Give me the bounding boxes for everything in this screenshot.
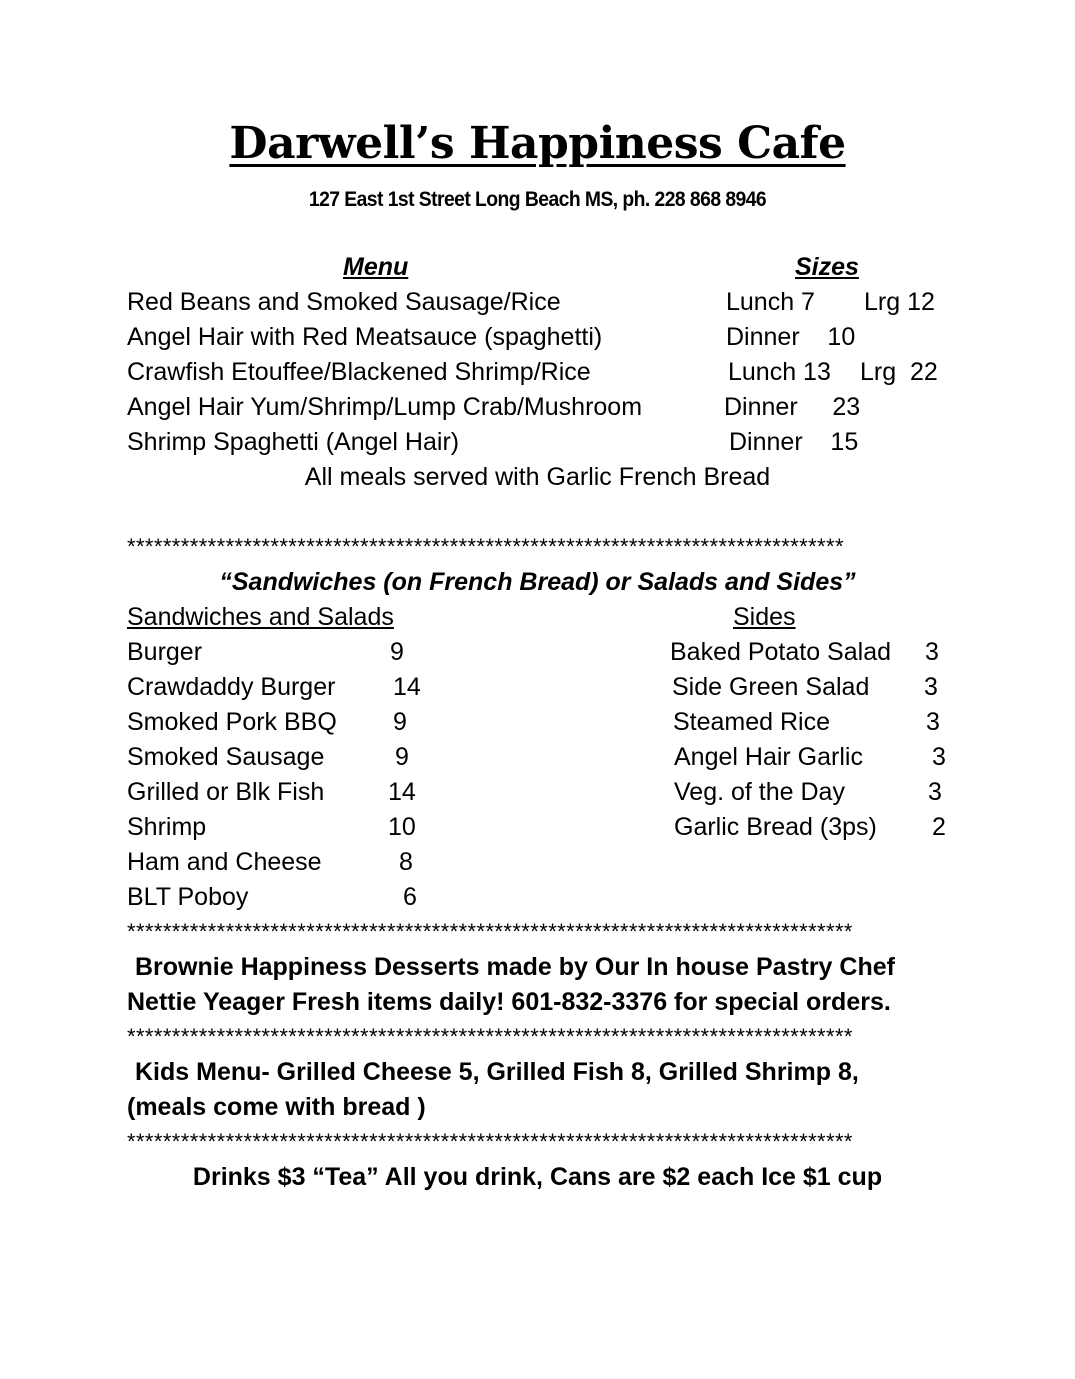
sandwich-price: 14 (393, 673, 421, 701)
sandwich-price: 9 (390, 638, 404, 666)
sandwich-name: Ham and Cheese (127, 848, 322, 876)
menu-item-name: Angel Hair with Red Meatsauce (spaghetti) (127, 323, 603, 351)
sandwich-name: Grilled or Blk Fish (127, 778, 325, 806)
sandwich-name: BLT Poboy (127, 883, 249, 911)
sandwich-price: 8 (399, 848, 413, 876)
menu-item-name: Red Beans and Smoked Sausage/Rice (127, 288, 561, 316)
side-name: Garlic Bread (3ps) (674, 813, 877, 841)
kids-menu-line-1: Kids Menu- Grilled Cheese 5, Grilled Fish 8, Grilled Shrimp 8, (135, 1058, 859, 1086)
side-name: Steamed Rice (673, 708, 831, 736)
sandwich-price: 6 (403, 883, 417, 911)
sides-header: Sides (733, 603, 796, 631)
menu-item-name: Shrimp Spaghetti (Angel Hair) (127, 428, 460, 456)
side-price: 2 (932, 813, 946, 841)
side-price: 3 (932, 743, 946, 771)
side-name: Side Green Salad (672, 673, 870, 701)
divider: ********************************************************************************* (127, 919, 853, 944)
drinks-line: Drinks $3 “Tea” All you drink, Cans are $2 each Ice $1 cup (192, 1163, 883, 1191)
divider: ********************************************************************************* (127, 1129, 853, 1154)
sandwiches-header: Sandwiches and Salads (127, 603, 394, 631)
sandwich-name: Smoked Sausage (127, 743, 325, 771)
menu-item-size: Dinner 23 (724, 393, 861, 421)
menu-header: Menu (343, 253, 409, 281)
divider: ********************************************************************************* (127, 1024, 853, 1049)
side-price: 3 (928, 778, 942, 806)
menu-item-size: Dinner 10 (726, 323, 856, 351)
side-price: 3 (924, 673, 938, 701)
desserts-line-2: Nettie Yeager Fresh items daily! 601-832-3376 for special orders. (127, 988, 891, 1016)
divider: ******************************************************************************** (127, 534, 844, 559)
sandwich-name: Smoked Pork BBQ (127, 708, 337, 736)
sizes-header: Sizes (795, 253, 859, 281)
sandwich-name: Burger (127, 638, 203, 666)
menu-note: All meals served with Garlic French Bread (304, 463, 771, 491)
address-line: 127 East 1st Street Long Beach MS, ph. 228 868 8946 (308, 188, 767, 211)
menu-item-name: Crawfish Etouffee/Blackened Shrimp/Rice (127, 358, 591, 386)
sandwich-price: 9 (395, 743, 409, 771)
side-price: 3 (926, 708, 940, 736)
side-price: 3 (925, 638, 939, 666)
sandwich-name: Shrimp (127, 813, 207, 841)
menu-item-size: Lunch 7 (726, 288, 815, 316)
side-name: Angel Hair Garlic (674, 743, 863, 771)
sandwich-price: 10 (388, 813, 416, 841)
kids-menu-line-2: (meals come with bread ) (127, 1093, 426, 1121)
sandwich-name: Crawdaddy Burger (127, 673, 336, 701)
page-title: Darwell’s Happiness Cafe (229, 118, 846, 169)
menu-item-size: Lunch 13 (728, 358, 831, 386)
side-name: Baked Potato Salad (670, 638, 891, 666)
menu-item-size: Dinner 15 (729, 428, 859, 456)
sandwich-price: 14 (388, 778, 416, 806)
menu-item-name: Angel Hair Yum/Shrimp/Lump Crab/Mushroom (127, 393, 643, 421)
desserts-line-1: Brownie Happiness Desserts made by Our In house Pastry Chef (135, 953, 895, 981)
sandwiches-section-title: “Sandwiches (on French Bread) or Salads and Sides” (219, 568, 856, 596)
menu-item-size-large: Lrg 22 (860, 358, 938, 386)
menu-item-size-large: Lrg 12 (864, 288, 935, 316)
side-name: Veg. of the Day (674, 778, 845, 806)
sandwich-price: 9 (393, 708, 407, 736)
